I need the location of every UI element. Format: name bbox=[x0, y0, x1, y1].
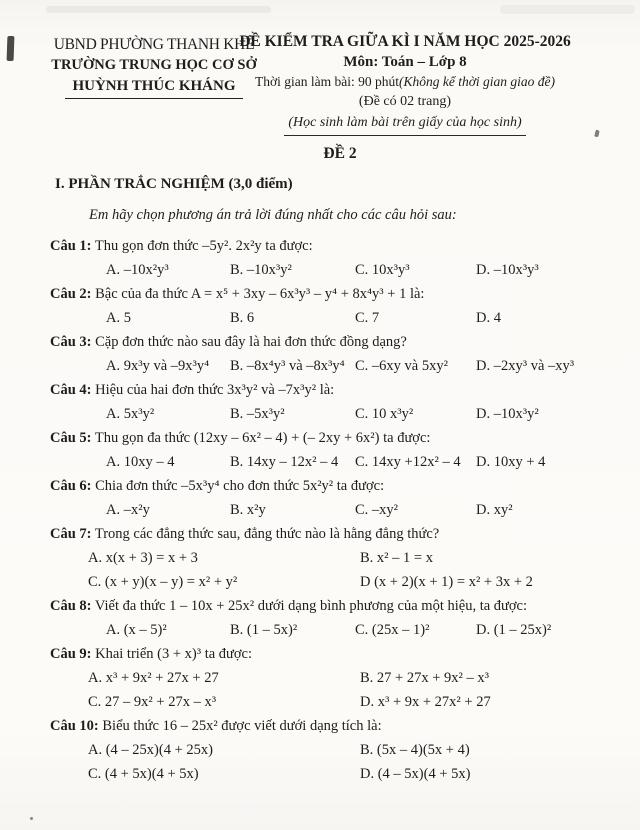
q9-option-a: A. x³ + 9x² + 27x + 27 bbox=[88, 670, 219, 686]
q3-option-a: A. 9x³y và –9x³y⁴ bbox=[106, 358, 210, 374]
exam-code: ĐỀ 2 bbox=[323, 145, 357, 162]
question-10 bbox=[0, 714, 640, 786]
q3-option-c: C. –6xy và 5xy² bbox=[355, 358, 448, 374]
question-9-label: Câu 9: bbox=[50, 646, 92, 662]
question-list bbox=[0, 234, 640, 786]
paper-note: (Học sinh làm bài trên giấy của học sinh) bbox=[284, 113, 525, 136]
question-10-label: Câu 10: bbox=[50, 718, 99, 734]
q7-option-b: B. x² – 1 = x bbox=[360, 550, 433, 566]
question-2-text: Bậc của đa thức A = x⁵ + 3xy – 6x³y³ – y⁴ + 8x⁴y³ + 1 là: bbox=[95, 286, 425, 302]
question-9-text: Khai triển (3 + x)³ ta được: bbox=[95, 646, 253, 662]
question-5-label: Câu 5: bbox=[50, 430, 92, 446]
question-1-text: Thu gọn đơn thức –5y². 2x²y ta được: bbox=[94, 238, 313, 254]
q8-option-a: A. (x – 5)² bbox=[106, 622, 167, 638]
question-7-label: Câu 7: bbox=[50, 526, 92, 542]
question-8-label: Câu 8: bbox=[50, 598, 92, 614]
section-instruction: Em hãy chọn phương án trả lời đúng nhất cho các câu hỏi sau: bbox=[89, 207, 457, 223]
q7-option-a: A. x(x + 3) = x + 3 bbox=[88, 550, 198, 566]
q6-option-c: C. –xy² bbox=[355, 502, 399, 518]
organization-line-2: TRƯỜNG TRUNG HỌC CƠ SỞ bbox=[51, 57, 257, 73]
question-1-label: Câu 1: bbox=[50, 238, 92, 254]
q5-option-b: B. 14xy – 12x² – 4 bbox=[230, 454, 339, 470]
school-name: HUỲNH THÚC KHÁNG bbox=[65, 76, 242, 99]
q5-option-a: A. 10xy – 4 bbox=[106, 454, 175, 470]
q7-option-d: D (x + 2)(x + 1) = x² + 3x + 2 bbox=[360, 574, 533, 590]
q2-option-d: D. 4 bbox=[476, 310, 501, 326]
question-2-label: Câu 2: bbox=[50, 286, 92, 302]
question-8 bbox=[0, 594, 640, 642]
duration-text: Thời gian làm bài: 90 phút bbox=[254, 74, 399, 89]
question-4-label: Câu 4: bbox=[50, 382, 92, 398]
question-7-text: Trong các đẳng thức sau, đẳng thức nào là hằng đẳng thức? bbox=[94, 526, 440, 542]
q7-option-c: C. (x + y)(x – y) = x² + y² bbox=[88, 574, 238, 590]
q6-option-b: B. x²y bbox=[230, 502, 266, 518]
pages-note: (Đề có 02 trang) bbox=[358, 94, 452, 109]
q10-option-d: D. (4 – 5x)(4 + 5x) bbox=[360, 766, 471, 782]
q4-option-a: A. 5x³y² bbox=[106, 406, 155, 422]
q9-option-c: C. 27 – 9x² + 27x – x³ bbox=[88, 694, 217, 710]
q8-option-d: D. (1 – 25x)² bbox=[476, 622, 552, 638]
q1-option-d: D. –10x³y³ bbox=[476, 262, 539, 278]
q8-option-c: C. (25x – 1)² bbox=[355, 622, 430, 638]
exam-duration bbox=[232, 72, 578, 92]
q1-option-c: C. 10x³y³ bbox=[355, 262, 410, 278]
q3-option-d: D. –2xy³ và –xy³ bbox=[476, 358, 575, 374]
question-5 bbox=[0, 426, 640, 474]
question-4 bbox=[0, 378, 640, 426]
question-6-text: Chia đơn thức –5x³y⁴ cho đơn thức 5x²y² ta được: bbox=[95, 478, 385, 494]
q5-option-c: C. 14xy +12x² – 4 bbox=[355, 454, 461, 470]
q9-option-b: B. 27 + 27x + 9x² – x³ bbox=[360, 670, 489, 686]
exam-title: ĐỀ KIỂM TRA GIỮA KÌ I NĂM HỌC 2025-2026 bbox=[239, 33, 571, 50]
q9-option-d: D. x³ + 9x + 27x² + 27 bbox=[360, 694, 491, 710]
exam-info-block bbox=[232, 32, 578, 136]
question-3 bbox=[0, 330, 640, 378]
section-title: I. PHẦN TRẮC NGHIỆM (3,0 điểm) bbox=[55, 176, 293, 192]
question-1 bbox=[0, 234, 640, 282]
question-2 bbox=[0, 282, 640, 330]
question-4-text: Hiệu của hai đơn thức 3x³y² và –7x³y² là: bbox=[95, 382, 335, 398]
q10-option-b: B. (5x – 4)(5x + 4) bbox=[360, 742, 470, 758]
question-5-text: Thu gọn đa thức (12xy – 6x² – 4) + (– 2xy + 6x²) ta được: bbox=[94, 430, 431, 446]
q1-option-a: A. –10x²y³ bbox=[106, 262, 169, 278]
exam-header bbox=[0, 0, 640, 140]
q6-option-d: D. xy² bbox=[476, 502, 513, 518]
q2-option-a: A. 5 bbox=[106, 310, 131, 326]
question-8-text: Viết đa thức 1 – 10x + 25x² dưới dạng bình phương của một hiệu, ta được: bbox=[94, 598, 528, 614]
q2-option-c: C. 7 bbox=[355, 310, 380, 326]
q4-option-c: C. 10 x³y² bbox=[355, 406, 414, 422]
question-6 bbox=[0, 474, 640, 522]
scan-artifact bbox=[30, 817, 33, 820]
q4-option-b: B. –5x³y² bbox=[230, 406, 285, 422]
q1-option-b: B. –10x³y² bbox=[230, 262, 292, 278]
q5-option-d: D. 10xy + 4 bbox=[476, 454, 546, 470]
question-10-text: Biểu thức 16 – 25x² được viết dưới dạng tích là: bbox=[102, 718, 382, 734]
q2-option-b: B. 6 bbox=[230, 310, 255, 326]
question-6-label: Câu 6: bbox=[50, 478, 92, 494]
q4-option-d: D. –10x³y² bbox=[476, 406, 539, 422]
q10-option-a: A. (4 – 25x)(4 + 25x) bbox=[88, 742, 213, 758]
q3-option-b: B. –8x⁴y³ và –8x³y⁴ bbox=[230, 358, 345, 374]
q6-option-a: A. –x²y bbox=[106, 502, 150, 518]
question-3-label: Câu 3: bbox=[50, 334, 92, 350]
organization-line-1: UBND PHƯỜNG THANH KHÊ bbox=[53, 36, 255, 53]
q10-option-c: C. (4 + 5x)(4 + 5x) bbox=[88, 766, 199, 782]
question-9 bbox=[0, 642, 640, 714]
question-7 bbox=[0, 522, 640, 594]
q8-option-b: B. (1 – 5x)² bbox=[230, 622, 298, 638]
question-3-text: Cặp đơn thức nào sau đây là hai đơn thức đồng dạng? bbox=[95, 334, 407, 350]
duration-note: (Không kể thời gian giao đề) bbox=[398, 74, 556, 89]
exam-subject: Môn: Toán – Lớp 8 bbox=[343, 54, 467, 70]
